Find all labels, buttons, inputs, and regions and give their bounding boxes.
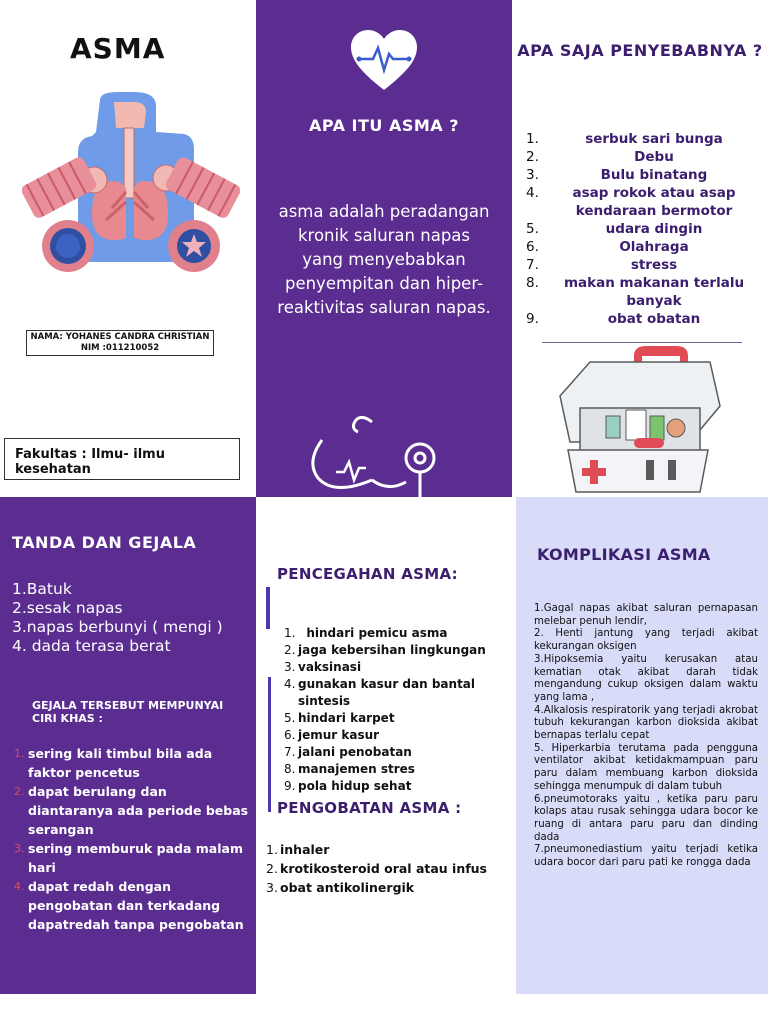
item-number: 9. bbox=[526, 311, 539, 327]
item-number: 2. bbox=[526, 149, 539, 165]
treatment-list bbox=[266, 840, 487, 897]
list-item bbox=[284, 625, 512, 642]
list-item bbox=[14, 877, 250, 934]
complications-heading: KOMPLIKASI ASMA bbox=[537, 545, 711, 564]
list-item: 1.Gagal napas akibat saluran pernapasan melebar penuh lendir, bbox=[534, 603, 758, 627]
list-item bbox=[284, 761, 512, 778]
list-item bbox=[526, 310, 752, 328]
item-number: 1. bbox=[266, 842, 278, 857]
item-text: sering kali timbul bila ada faktor pencetus bbox=[28, 746, 213, 780]
complications-list bbox=[534, 603, 758, 870]
list-item: 1.Batuk bbox=[12, 580, 72, 598]
list-item bbox=[284, 727, 512, 744]
list-item: 2. Henti jantung yang terjadi akibat kekurangan oksigen bbox=[534, 628, 758, 653]
traits-list bbox=[14, 744, 250, 934]
list-item bbox=[266, 878, 487, 897]
list-item bbox=[526, 130, 752, 148]
divider bbox=[542, 342, 742, 343]
item-text: obat obatan bbox=[607, 311, 701, 327]
item-text: jemur kasur bbox=[298, 728, 380, 742]
list-item: 5. Hiperkarbia terutama pada pengguna ventilator akibat ketidakmampuan paru paru dalam membuang karbon dioksida sehingga menumpuk di dalam tubuh bbox=[534, 742, 758, 792]
item-number: 8. bbox=[526, 275, 539, 291]
item-text: makan makanan terlalu banyak bbox=[563, 275, 745, 309]
prevention-list bbox=[284, 625, 512, 795]
list-item bbox=[526, 166, 752, 184]
item-number: 3. bbox=[284, 660, 296, 674]
item-text: serbuk sari bunga bbox=[585, 131, 723, 147]
item-text: hindari karpet bbox=[298, 711, 395, 725]
item-text: hindari pemicu asma bbox=[298, 626, 448, 640]
complications-panel bbox=[516, 497, 768, 994]
item-number: 6. bbox=[284, 728, 296, 742]
item-text: dapat berulang dan diantaranya ada periode bebas serangan bbox=[28, 784, 249, 837]
symptoms-heading: TANDA DAN GEJALA bbox=[12, 533, 197, 552]
item-number: 3. bbox=[526, 167, 539, 183]
list-item bbox=[284, 778, 512, 795]
item-text: sering memburuk pada malam hari bbox=[28, 841, 243, 875]
list-item bbox=[14, 782, 250, 839]
list-item bbox=[526, 274, 752, 310]
heart-pulse-icon bbox=[351, 30, 417, 92]
item-text: gunakan kasur dan bantal sintesis bbox=[298, 677, 476, 708]
item-text: stress bbox=[630, 257, 678, 273]
item-number: 2. bbox=[266, 861, 278, 876]
student-name: NAMA: YOHANES CANDRA CHRISTIAN bbox=[30, 332, 210, 342]
list-item: 3.Hipoksemia yaitu kerusakan atau kematian otak akibat darah tidak mengandung cukup oksigen dalam waktu yang lama , bbox=[534, 653, 758, 703]
item-text: jalani penobatan bbox=[298, 745, 412, 759]
student-id-box bbox=[26, 330, 214, 356]
accent-bar bbox=[266, 587, 270, 629]
item-text: udara dingin bbox=[605, 221, 703, 237]
item-number: 3. bbox=[14, 842, 25, 855]
list-item: 6.pneumotoraks yaitu , ketika paru paru kolaps atau rusak sehingga udara bocor ke ruang di antara paru paru dan dinding dada bbox=[534, 793, 758, 843]
item-number: 8. bbox=[284, 762, 296, 776]
item-text: vaksinasi bbox=[298, 660, 362, 674]
symptoms-list bbox=[12, 580, 223, 656]
list-item bbox=[284, 642, 512, 659]
item-number: 9. bbox=[284, 779, 296, 793]
item-number: 7. bbox=[526, 257, 539, 273]
lungs-illustration bbox=[22, 92, 240, 272]
treatment-heading: PENGOBATAN ASMA : bbox=[277, 799, 462, 817]
item-text: Olahraga bbox=[619, 239, 689, 255]
list-item: 7.pneumonediastium yaitu terjadi ketika udara bocor dari paru pati ke rongga dada bbox=[534, 844, 758, 869]
definition-panel bbox=[256, 0, 512, 497]
item-number: 4. bbox=[284, 677, 296, 691]
item-number: 1. bbox=[526, 131, 539, 147]
accent-bar bbox=[268, 677, 271, 812]
list-item bbox=[284, 676, 512, 710]
item-number: 1. bbox=[14, 747, 25, 760]
list-item: 4. dada terasa berat bbox=[12, 637, 171, 655]
list-item bbox=[526, 256, 752, 274]
first-aid-kit-illustration bbox=[550, 346, 730, 496]
causes-list bbox=[526, 130, 752, 328]
causes-heading: APA SAJA PENYEBABNYA ? bbox=[517, 41, 763, 60]
cover-panel bbox=[0, 0, 256, 497]
item-number: 7. bbox=[284, 745, 296, 759]
item-number: 3. bbox=[266, 880, 278, 895]
list-item bbox=[284, 744, 512, 761]
list-item bbox=[284, 710, 512, 727]
item-number: 2. bbox=[284, 643, 296, 657]
item-number: 1. bbox=[284, 626, 296, 640]
item-text: krotikosteroid oral atau infus bbox=[280, 861, 488, 876]
list-item bbox=[526, 238, 752, 256]
stethoscope-icon bbox=[302, 410, 482, 497]
definition-text: asma adalah peradangan kronik saluran napas yang menyebabkan penyempitan dan hiper-reaktivitas saluran napas. bbox=[277, 202, 491, 317]
prevention-heading: PENCEGAHAN ASMA: bbox=[277, 565, 458, 583]
symptoms-panel bbox=[0, 497, 256, 994]
item-number: 5. bbox=[526, 221, 539, 237]
item-number: 6. bbox=[526, 239, 539, 255]
list-item bbox=[266, 859, 487, 878]
item-text: jaga kebersihan lingkungan bbox=[298, 643, 486, 657]
item-text: asap rokok atau asap kendaraan bermotor bbox=[572, 185, 736, 219]
faculty-box: Fakultas : Ilmu- ilmu kesehatan bbox=[4, 438, 240, 480]
item-number: 4. bbox=[14, 880, 25, 893]
prevention-panel bbox=[256, 497, 512, 994]
traits-heading: GEJALA TERSEBUT MEMPUNYAI CIRI KHAS : bbox=[32, 699, 224, 725]
item-text: manajemen stres bbox=[298, 762, 415, 776]
causes-panel bbox=[512, 0, 768, 497]
item-text: pola hidup sehat bbox=[298, 779, 412, 793]
item-text: obat antikolinergik bbox=[280, 880, 415, 895]
item-number: 2. bbox=[14, 785, 25, 798]
list-item bbox=[284, 659, 512, 676]
item-text: Debu bbox=[634, 149, 674, 165]
list-item bbox=[526, 148, 752, 166]
student-nim: NIM :011210052 bbox=[80, 343, 160, 353]
definition-heading: APA ITU ASMA ? bbox=[308, 116, 460, 135]
item-text: Bulu binatang bbox=[600, 167, 708, 183]
list-item bbox=[266, 840, 487, 859]
list-item bbox=[526, 220, 752, 238]
list-item: 3.napas berbunyi ( mengi ) bbox=[12, 618, 223, 636]
list-item: 2.sesak napas bbox=[12, 599, 123, 617]
list-item bbox=[526, 184, 752, 220]
list-item bbox=[14, 839, 250, 877]
item-number: 4. bbox=[526, 185, 539, 201]
list-item bbox=[14, 744, 250, 782]
item-number: 5. bbox=[284, 711, 296, 725]
cover-title: ASMA bbox=[70, 32, 166, 65]
item-text: inhaler bbox=[280, 842, 330, 857]
list-item: 4.Alkalosis respiratorik yang terjadi akrobat tubuh kekurangan karbon dioksida akibat bernapas terlalu cepat bbox=[534, 704, 758, 742]
item-text: dapat redah dengan pengobatan dan terkadang dapatredah tanpa pengobatan bbox=[28, 879, 244, 932]
